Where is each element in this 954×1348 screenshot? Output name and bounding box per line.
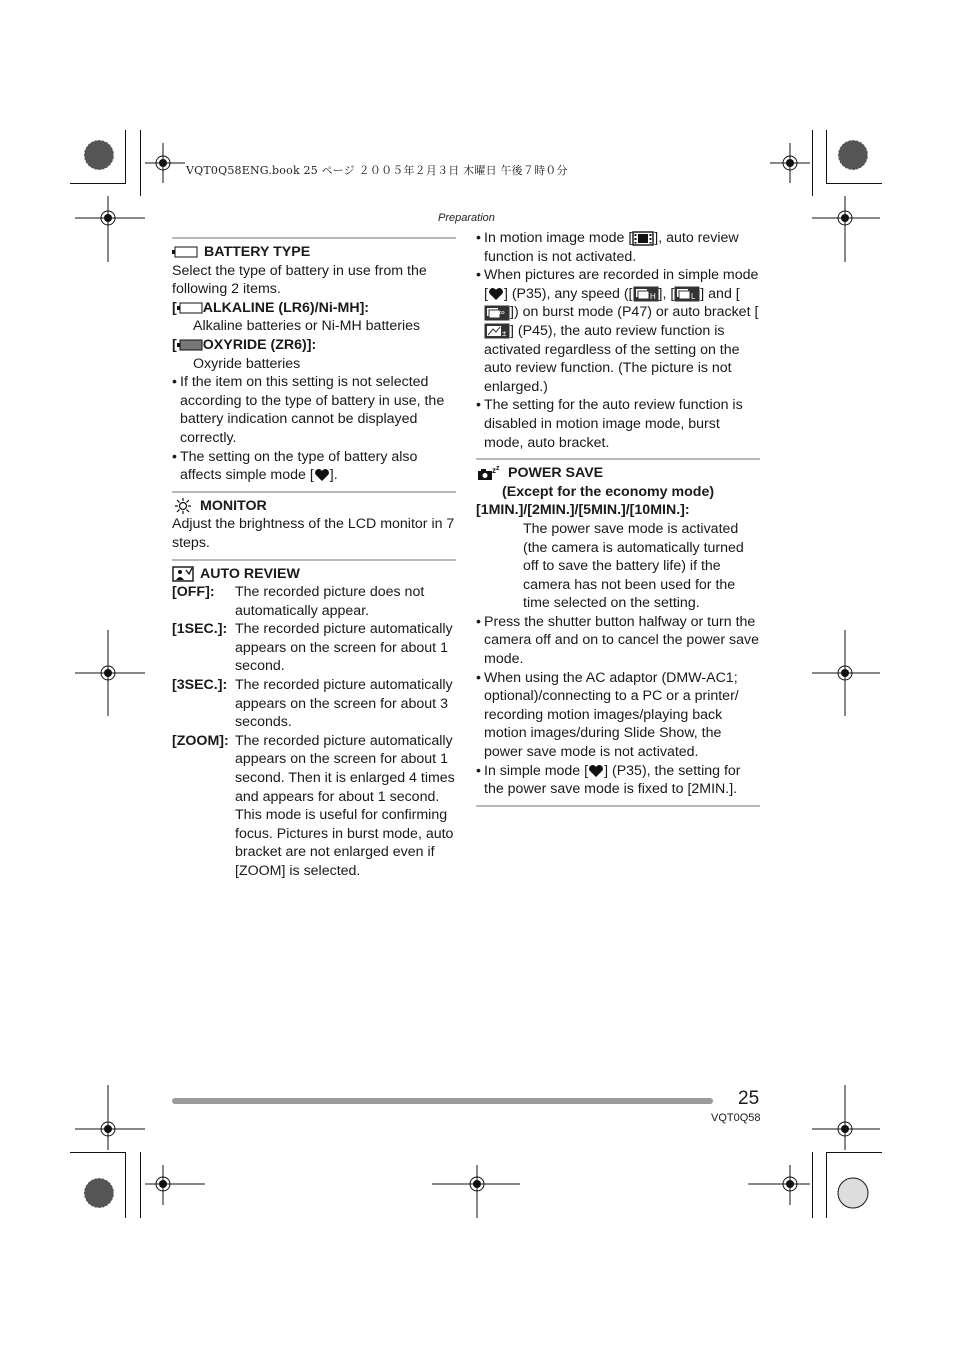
monitor-heading: MONITOR <box>172 497 456 516</box>
review-item: [3SEC.]: The recorded picture automatically appears on the screen for about 3 seconds. <box>172 677 453 731</box>
alkaline-desc: Alkaline batteries or Ni-MH batteries <box>193 318 421 335</box>
svg-text:±: ± <box>502 329 507 339</box>
heart-icon <box>314 468 330 482</box>
crosshair-icon <box>748 1165 810 1205</box>
footer-bar <box>172 1098 713 1104</box>
crosshair-icon <box>812 1085 880 1150</box>
svg-text:∞: ∞ <box>499 307 505 317</box>
power-save-icon <box>476 465 502 481</box>
divider <box>476 805 760 807</box>
divider <box>172 491 456 493</box>
crosshair-icon <box>432 1165 520 1218</box>
page-number: 25 <box>738 1088 760 1109</box>
crosshair-icon <box>75 196 145 262</box>
svg-text:z: z <box>496 465 500 473</box>
oxyride-option: [ OXYRIDE (ZR6)]: <box>172 336 317 353</box>
svg-text:z: z <box>492 466 496 476</box>
list-item: • In motion image mode [ ], auto review function is not activated. <box>476 230 739 265</box>
battery-type-heading: BATTERY TYPE <box>172 243 456 262</box>
burst-high-icon <box>633 286 659 302</box>
brightness-icon <box>172 498 194 514</box>
crosshair-icon <box>812 196 880 262</box>
power-save-options: [1MIN.]/[2MIN.]/[5MIN.]/[10MIN.]: <box>476 502 690 519</box>
auto-review-icon <box>172 565 194 582</box>
list-item: • When pictures are recorded in simple mode [ ] (P35), any speed ([ H ], [ L ] and [ ∞ ]) on burst mode (P47) or auto bracket [ ± ] (P45), the auto review function is activated regardless of the setting on the auto review function. (The picture is not enlarged.) <box>476 267 759 395</box>
review-item: [OFF]: The recorded picture does not automatically appear. <box>172 584 425 619</box>
document-code: VQT0Q58 <box>711 1112 761 1124</box>
oxyride-desc: Oxyride batteries <box>193 355 301 372</box>
power-save-desc: The power save mode is activated (the camera is automatically turned off to save the battery life) if the camera has not been used for the time selected on the setting. <box>523 520 744 612</box>
list-item: • The setting for the auto review function is disabled in motion image mode, burst mode, auto bracket. <box>476 397 743 451</box>
rosette-icon <box>838 140 868 170</box>
crosshair-icon <box>145 1165 205 1205</box>
left-column <box>172 234 456 881</box>
battery-icon <box>172 246 198 258</box>
monitor-body: Adjust the brightness of the LCD monitor in 7 steps. <box>172 516 455 551</box>
alkaline-option: [ ALKALINE (LR6)/Ni-MH]: <box>172 299 370 316</box>
svg-text:L: L <box>691 292 696 302</box>
burst-unlimited-icon <box>484 305 510 321</box>
auto-bracket-icon <box>484 323 510 339</box>
review-item: [ZOOM]: The recorded picture automatically appears on the screen for about 1 second. Then it is enlarged 4 times and appears for about 1 second. This mode is useful for confirming focus. Pictures in burst mode, auto bracket are not enlarged even if [ZOOM] is selected. <box>172 732 455 879</box>
motion-image-icon <box>632 231 654 246</box>
svg-text:H: H <box>649 292 656 302</box>
rosette-icon <box>838 1178 868 1208</box>
list-item: • Press the shutter button halfway or turn the camera off and on to cancel the power save mode. <box>476 613 759 668</box>
divider <box>172 237 456 239</box>
list-item: • The setting on the type of battery also affects simple mode [ ]. <box>172 448 418 484</box>
battery-icon <box>177 302 203 314</box>
power-save-subtitle: (Except for the economy mode) <box>502 483 715 500</box>
right-column <box>476 229 760 811</box>
battery-intro: Select the type of battery in use from the following 2 items. <box>172 262 427 298</box>
section-label: Preparation <box>438 212 495 224</box>
battery-filled-icon <box>177 339 203 351</box>
heart-icon <box>488 287 504 301</box>
crosshair-icon <box>75 1085 145 1150</box>
list-item: • If the item on this setting is not selected according to the type of battery in use, the battery indication cannot be displayed correctly. <box>172 374 445 446</box>
heart-icon <box>588 764 604 778</box>
power-save-heading: z z POWER SAVE <box>476 464 760 483</box>
rosette-icon <box>84 1178 114 1208</box>
burst-low-icon <box>674 286 700 302</box>
rosette-icon <box>84 140 114 170</box>
auto-review-heading: AUTO REVIEW <box>172 565 456 584</box>
printer-slug: VQT0Q58ENG.book 25 ページ ２００５年２月３日 木曜日 午後７時０分 <box>186 164 568 177</box>
list-item: • In simple mode [ ] (P35), the setting for the power save mode is fixed to [2MIN.]. <box>476 762 741 798</box>
divider <box>476 458 760 460</box>
list-item: • When using the AC adaptor (DMW-AC1; optional)/connecting to a PC or a printer/ recording motion images/playing back motion images/during Slide Show, the power save mode is not activated. <box>476 669 739 761</box>
divider <box>172 559 456 561</box>
review-item: [1SEC.]: The recorded picture automatically appears on the screen for about 1 second. <box>172 621 453 675</box>
